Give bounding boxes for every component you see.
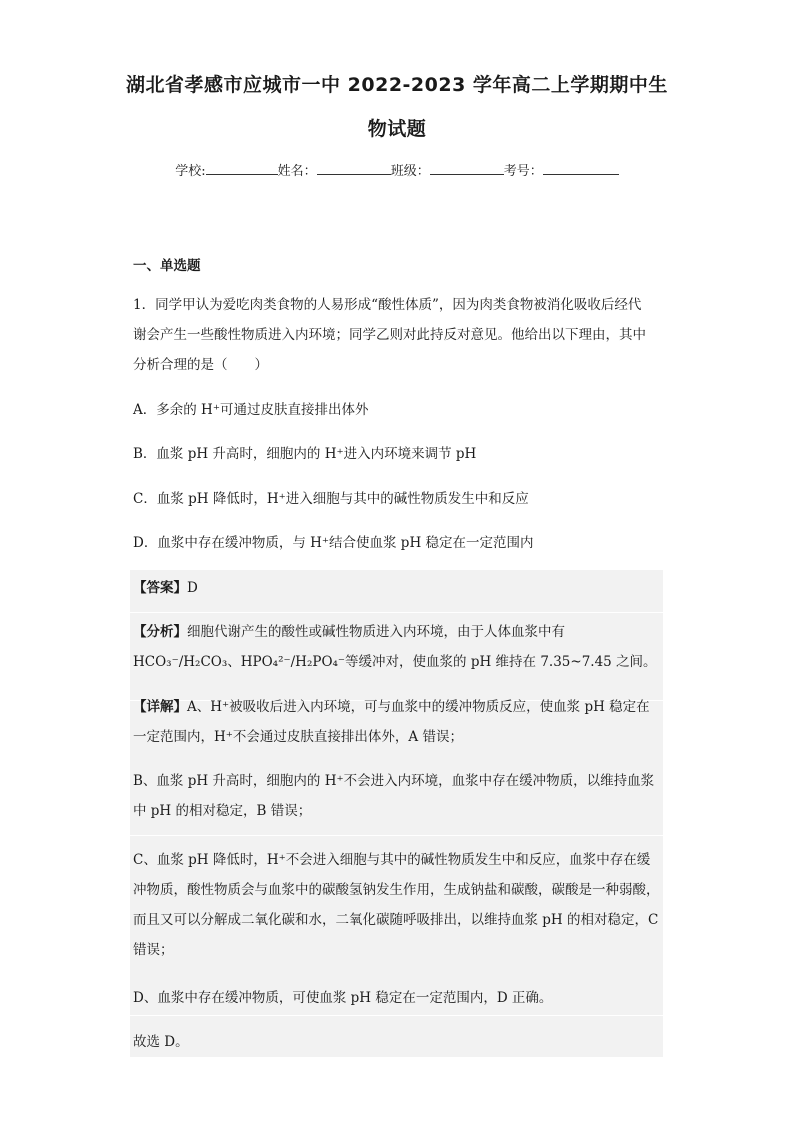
detail-line: 错误； <box>133 942 174 958</box>
answer-line <box>133 573 673 603</box>
school-blank <box>206 162 278 175</box>
detail-line <box>133 692 673 722</box>
exam-number-label: 考号： <box>503 164 543 179</box>
answer-label: 【答案】 <box>133 580 187 596</box>
option-c: C．血浆 pH 降低时，H⁺进入细胞与其中的碱性物质发生中和反应 <box>133 491 529 507</box>
answer-value: D <box>187 580 198 596</box>
option-b: B．血浆 pH 升高时，细胞内的 H⁺进入内环境来调节 pH <box>133 446 477 462</box>
class-blank <box>430 162 504 175</box>
section-heading: 一、单选题 <box>133 258 201 274</box>
analysis-line: HCO₃⁻/H₂CO₃、HPO₄²⁻/H₂PO₄⁻等缓冲对，使血浆的 pH 维持在 7.35~7.45 之间。 <box>133 654 657 670</box>
detail-line: B、血浆 pH 升高时，细胞内的 H⁺不会进入内环境，血浆中存在缓冲物质，以维持血浆 <box>133 773 655 789</box>
question-line: 谢会产生一些酸性物质进入内环境；同学乙则对此持反对意见。他给出以下理由，其中 <box>133 327 646 343</box>
name-blank <box>317 162 391 175</box>
conclusion-line: 故选 D。 <box>133 1034 189 1050</box>
exam-number-blank <box>543 162 619 175</box>
detail-line: 一定范围内，H⁺不会通过皮肤直接排出体外，A 错误； <box>133 729 463 745</box>
detail-line: 中 pH 的相对稳定，B 错误； <box>133 803 312 819</box>
detail-text: A、H⁺被吸收后进入内环境，可与血浆中的缓冲物质反应，使血浆 pH 稳定在 <box>187 699 650 715</box>
question-line: 1．同学甲认为爱吃肉类食物的人易形成“酸性体质”，因为肉类食物被消化吸收后经代 <box>133 297 642 313</box>
analysis-line <box>133 617 673 647</box>
question-line: 分析合理的是（ ） <box>133 357 268 373</box>
detail-line: D、血浆中存在缓冲物质，可使血浆 pH 稳定在一定范围内，D 正确。 <box>133 990 553 1006</box>
page-title: 湖北省孝感市应城市一中 2022-2023 学年高二上学期期中生 <box>126 74 668 96</box>
school-label: 学校: <box>175 164 206 179</box>
detail-line: C、血浆 pH 降低时，H⁺不会进入细胞与其中的碱性物质发生中和反应，血浆中存在缓 <box>133 852 651 868</box>
detail-line: 冲物质，酸性物质会与血浆中的碳酸氢钠发生作用，生成钠盐和碳酸，碳酸是一种弱酸， <box>133 882 660 898</box>
name-label: 姓名： <box>277 164 317 179</box>
detail-label: 【详解】 <box>133 699 187 715</box>
option-a: A．多余的 H⁺可通过皮肤直接排出体外 <box>133 402 369 418</box>
detail-line: 而且又可以分解成二氧化碳和水，二氧化碳随呼吸排出，以维持血浆 pH 的相对稳定，C <box>133 912 659 928</box>
class-label: 班级： <box>390 164 430 179</box>
analysis-text: 细胞代谢产生的酸性或碱性物质进入内环境，由于人体血浆中有 <box>187 624 565 640</box>
page-title-cont: 物试题 <box>367 118 427 140</box>
option-d: D．血浆中存在缓冲物质，与 H⁺结合使血浆 pH 稳定在一定范围内 <box>133 535 534 551</box>
analysis-label: 【分析】 <box>133 624 187 640</box>
student-info-row <box>0 160 794 179</box>
